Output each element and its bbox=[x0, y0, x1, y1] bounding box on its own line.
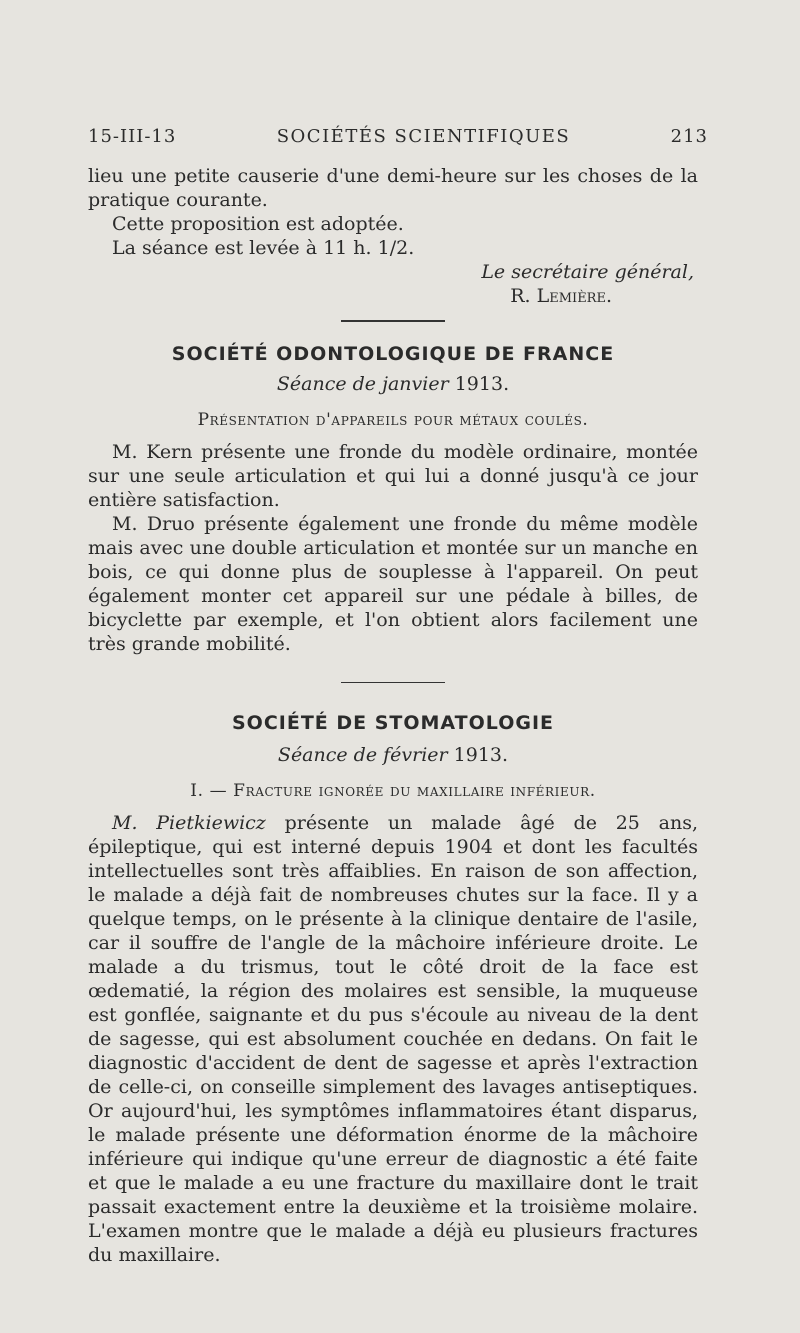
paragraph-druo: M. Druo présente également une fronde du même modèle mais avec une double articulation et montée sur un manche en bois, ce qui donne plus de souplesse à l'appareil. On peut également monter cet appareil sur une pédale à billes, de bicyclette par exemple, et l'on obtient alors facilement une très grande mobilité. bbox=[88, 512, 698, 655]
seance-year: 1913. bbox=[453, 744, 509, 766]
section-divider bbox=[341, 682, 445, 684]
fracture-subtitle: I. — Fracture ignorée du maxillaire inférieur. bbox=[190, 781, 596, 801]
paragraph-kern: M. Kern présente une fronde du modèle ordinaire, montée sur une seule articulation et qui lui a donné jusqu'à ce jour entière satisfaction. bbox=[88, 440, 698, 511]
society-heading-stomatologie: SOCIÉTÉ DE STOMATOLOGIE bbox=[231, 712, 555, 734]
seance-year: 1913. bbox=[454, 372, 510, 395]
seance-closed: La séance est levée à 11 h. 1/2. bbox=[112, 237, 415, 259]
paragraph-text: présente un malade âgé de 25 ans, épileptique, qui est interné depuis 1904 et dont les facultés intellectuelles sont très affaiblies. En raison de son affection, le malade a déjà fait de nombreuses chutes sur la face. Il y a quelque temps, on le présente à la clinique dentaire de l'asile, car il souffre de l'angle de la mâchoire inférieure droite. Le malade a du trismus, tout le côté droit de la face est œdematié, la région des molaires est sensible, la muqueuse est gonflée, saignante et du pus s'écoule au niveau de la dent de sagesse, qui est absolument couchée en dedans. On fait le diagnostic d'accident de dent de sagesse et après l'extraction de celle-ci, on conseille simplement des lavages antiseptiques. Or aujourd'hui, les symptômes inflammatoires étant disparus, le malade présente une déformation énorme de la mâchoire inférieure qui indique qu'une erreur de diagnostic a été faite et que le malade a eu une fracture du maxillaire dont le trait passait exactement entre la deuxième et la troisième molaire. L'examen montre que le malade a déjà eu plusieurs fractures du maxillaire. bbox=[88, 812, 698, 1266]
running-header bbox=[88, 126, 708, 147]
signature-name: R. Lemière. bbox=[510, 285, 612, 307]
section-divider bbox=[341, 320, 445, 322]
seance-date-fevrier bbox=[88, 743, 698, 767]
paragraph-continued: lieu une petite causerie d'une demi-heure sur les choses de la pratique courante. bbox=[88, 165, 698, 211]
header-date: 15-III-13 bbox=[88, 126, 177, 147]
presentation-subtitle: Présentation d'appareils pour métaux coulés. bbox=[197, 409, 589, 430]
author-name: M. Pietkiewicz bbox=[112, 812, 266, 834]
seance-label: Séance de février bbox=[277, 744, 448, 766]
proposition-adopted: Cette proposition est adoptée. bbox=[112, 213, 404, 235]
page-number: 213 bbox=[670, 126, 708, 147]
paragraph-pietkiewicz bbox=[88, 811, 698, 1267]
page-body bbox=[88, 164, 698, 1267]
header-title: SOCIÉTÉS SCIENTIFIQUES bbox=[276, 126, 571, 147]
society-heading-odontologique: SOCIÉTÉ ODONTOLOGIQUE DE FRANCE bbox=[171, 342, 615, 365]
signature-title: Le secrétaire général, bbox=[481, 261, 694, 283]
seance-date-janvier bbox=[88, 372, 698, 396]
seance-label: Séance de janvier bbox=[276, 372, 449, 395]
